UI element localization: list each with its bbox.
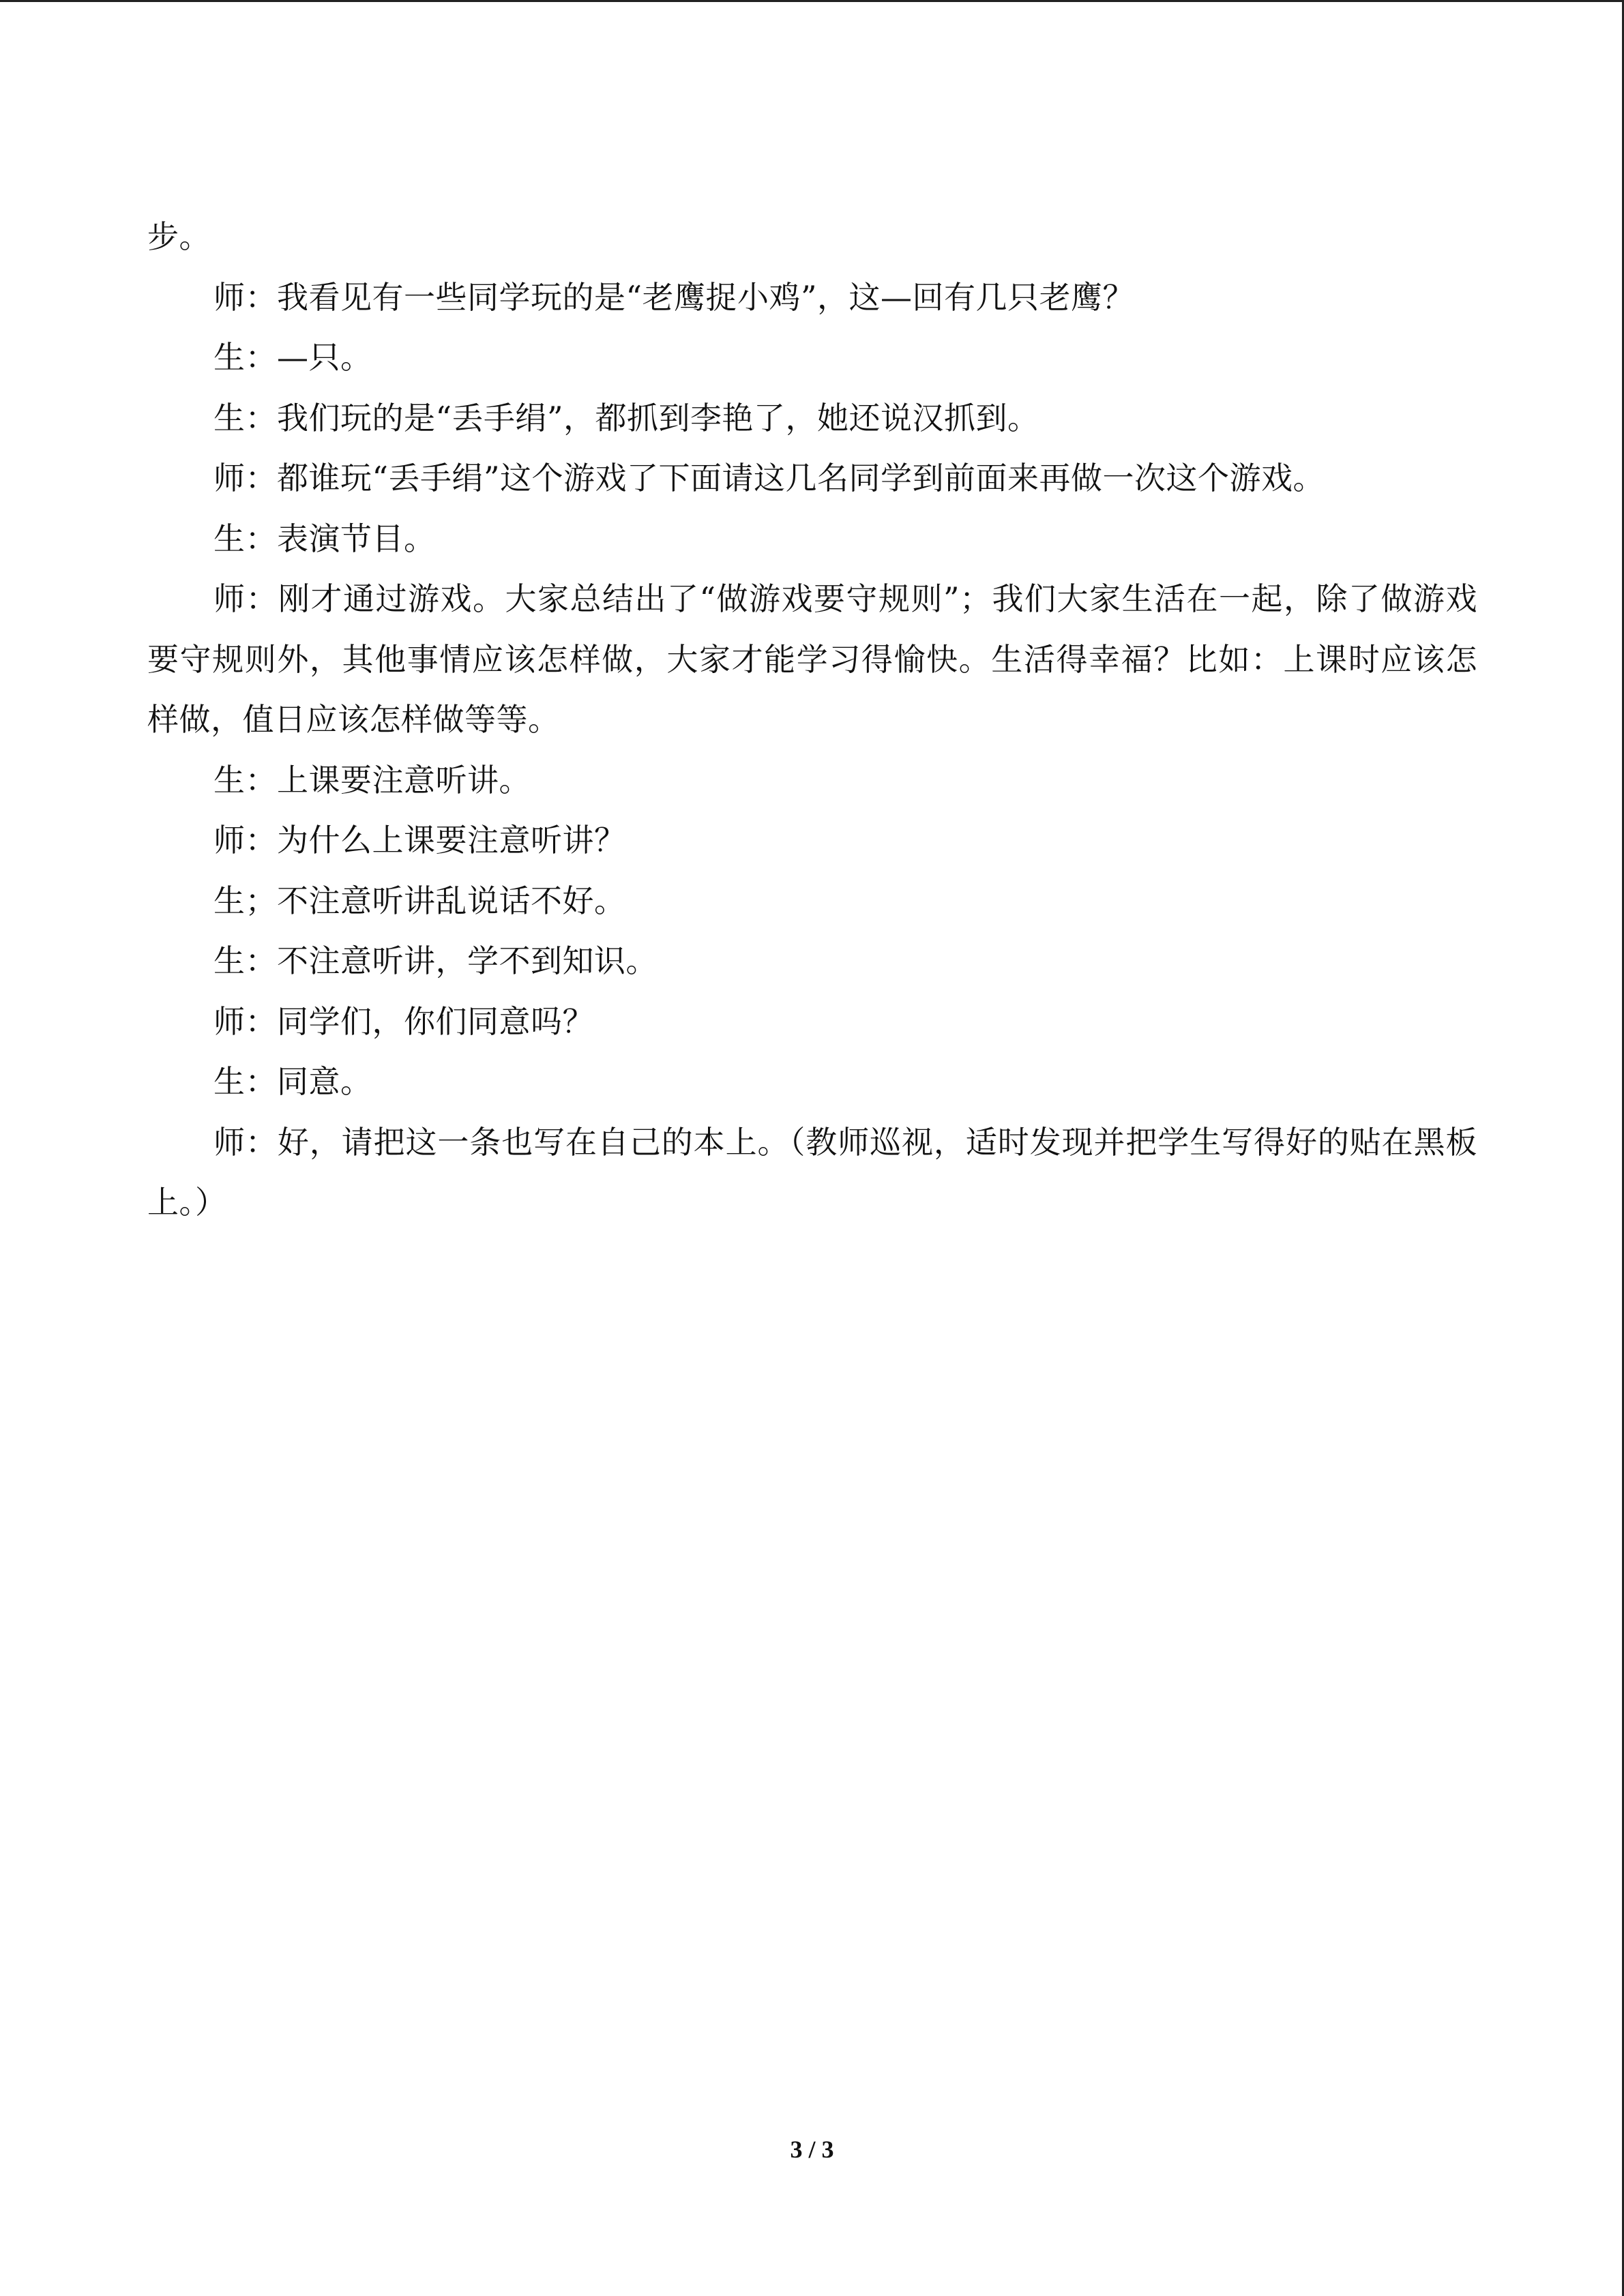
paragraph-teacher-rules: 师：刚才通过游戏。大家总结出了“做游戏要守规则”；我们大家生活在一起，除了做游戏要守规则外，其他事情应该怎样做，大家才能学习得愉快。生活得幸福？比如：上课时应该怎样做，值日应该怎样做等等。 <box>147 580 1477 738</box>
paragraph-student-listen: 生：上课要注意听讲。 <box>213 761 531 799</box>
paragraph-student-agree: 生：同意。 <box>213 1063 372 1100</box>
paragraph-teacher-agree: 师：同学们，你们同意吗？ <box>213 1002 594 1040</box>
paragraph-teacher-why: 师：为什么上课要注意听讲？ <box>213 822 626 859</box>
body-text <box>147 207 1477 1233</box>
paragraph-teacher-write: 师：好，请把这一条也写在自己的本上。（教师巡视，适时发现并把学生写得好的贴在黑板上。） <box>147 1123 1477 1221</box>
paragraph-student-not-good: 生；不注意听讲乱说话不好。 <box>213 882 626 919</box>
paragraph-student-handkerchief: 生：我们玩的是“丢手绢”，都抓到李艳了，她还说汉抓到。 <box>213 399 1039 436</box>
paragraph-teacher-who-played: 师：都谁玩“丢手绢”这个游戏了下面请这几名同学到前面来再做一次这个游戏。 <box>213 460 1325 496</box>
page-number: 3 / 3 <box>790 2136 834 2163</box>
paragraph-student-one: 生：—只。 <box>213 339 372 376</box>
paragraph-continuation: 步。 <box>147 218 211 255</box>
paragraph-teacher-eagle-game: 师：我看见有一些同学玩的是“老鹰捉小鸡”，这—回有几只老鹰？ <box>213 278 1135 316</box>
paragraph-student-perform: 生：表演节目。 <box>213 520 436 557</box>
paragraph-student-no-knowledge: 生：不注意听讲，学不到知识。 <box>213 942 658 979</box>
